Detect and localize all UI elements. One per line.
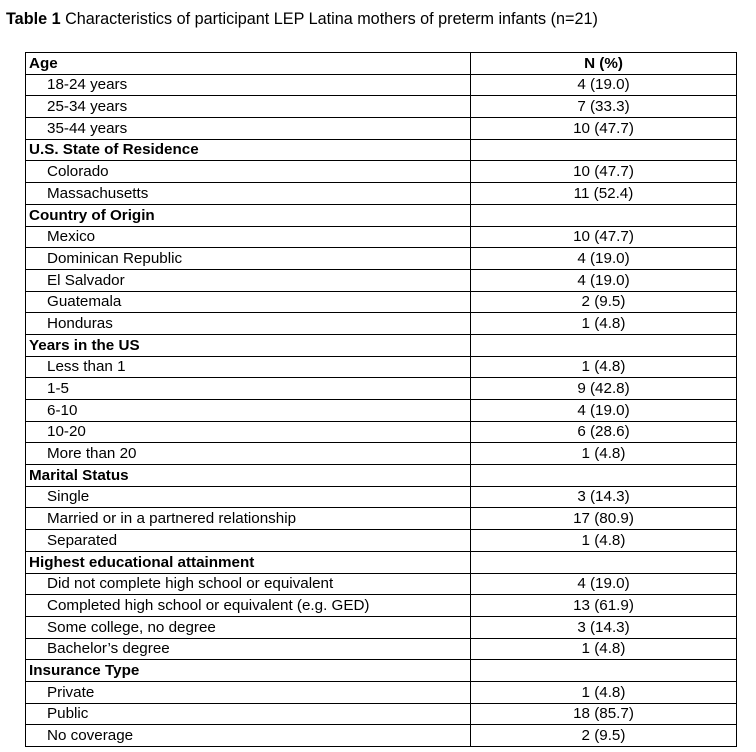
row-value <box>471 334 737 356</box>
row-value: 4 (19.0) <box>471 74 737 96</box>
row-value <box>471 660 737 682</box>
table-row <box>26 400 737 422</box>
row-value: 1 (4.8) <box>471 530 737 552</box>
table-row <box>26 334 737 356</box>
table-row <box>26 139 737 161</box>
row-label: Married or in a partnered relationship <box>26 508 471 530</box>
table-row <box>26 378 737 400</box>
table-row <box>26 465 737 487</box>
table-row <box>26 204 737 226</box>
table-row <box>26 356 737 378</box>
row-label: 10-20 <box>26 421 471 443</box>
row-value <box>471 204 737 226</box>
table-caption <box>6 10 598 29</box>
column-header: N (%) <box>471 53 737 75</box>
section-header: Highest educational attainment <box>26 551 471 573</box>
row-label: Dominican Republic <box>26 248 471 270</box>
table-row <box>26 421 737 443</box>
row-label: No coverage <box>26 725 471 747</box>
row-label: Less than 1 <box>26 356 471 378</box>
section-header: Country of Origin <box>26 204 471 226</box>
row-value: 17 (80.9) <box>471 508 737 530</box>
row-value: 9 (42.8) <box>471 378 737 400</box>
row-value: 10 (47.7) <box>471 118 737 140</box>
section-header: Marital Status <box>26 465 471 487</box>
table-number: Table 1 <box>6 10 61 28</box>
row-value: 1 (4.8) <box>471 313 737 335</box>
row-label: Massachusetts <box>26 183 471 205</box>
table-row <box>26 313 737 335</box>
row-value: 18 (85.7) <box>471 703 737 725</box>
row-value: 10 (47.7) <box>471 161 737 183</box>
table-row <box>26 53 737 75</box>
row-value: 10 (47.7) <box>471 226 737 248</box>
row-label: 25-34 years <box>26 96 471 118</box>
row-label: Public <box>26 703 471 725</box>
section-header: Insurance Type <box>26 660 471 682</box>
row-value: 13 (61.9) <box>471 595 737 617</box>
table-row <box>26 638 737 660</box>
table-row <box>26 486 737 508</box>
row-label: 6-10 <box>26 400 471 422</box>
row-label: 18-24 years <box>26 74 471 96</box>
row-value: 4 (19.0) <box>471 248 737 270</box>
row-label: Mexico <box>26 226 471 248</box>
row-value: 7 (33.3) <box>471 96 737 118</box>
row-label: Bachelor’s degree <box>26 638 471 660</box>
table-row <box>26 96 737 118</box>
table-row <box>26 508 737 530</box>
table-row <box>26 595 737 617</box>
row-label: Single <box>26 486 471 508</box>
row-value: 4 (19.0) <box>471 400 737 422</box>
table-row <box>26 616 737 638</box>
row-label: Private <box>26 681 471 703</box>
table-row <box>26 530 737 552</box>
row-label: Colorado <box>26 161 471 183</box>
table-row <box>26 183 737 205</box>
table-row <box>26 118 737 140</box>
row-value: 1 (4.8) <box>471 443 737 465</box>
row-value: 1 (4.8) <box>471 356 737 378</box>
row-value: 3 (14.3) <box>471 616 737 638</box>
section-header: U.S. State of Residence <box>26 139 471 161</box>
table-row <box>26 660 737 682</box>
row-label: 1-5 <box>26 378 471 400</box>
row-value <box>471 465 737 487</box>
row-value: 2 (9.5) <box>471 725 737 747</box>
row-label: Did not complete high school or equivalent <box>26 573 471 595</box>
table-row <box>26 703 737 725</box>
row-value: 11 (52.4) <box>471 183 737 205</box>
row-value <box>471 551 737 573</box>
row-label: 35-44 years <box>26 118 471 140</box>
row-label: Honduras <box>26 313 471 335</box>
row-value: 2 (9.5) <box>471 291 737 313</box>
table-row <box>26 681 737 703</box>
row-value: 3 (14.3) <box>471 486 737 508</box>
table-title: Characteristics of participant LEP Latina mothers of preterm infants (n=21) <box>60 10 598 28</box>
table-row <box>26 248 737 270</box>
table-row <box>26 725 737 747</box>
table-row <box>26 443 737 465</box>
row-label: Some college, no degree <box>26 616 471 638</box>
row-value: 6 (28.6) <box>471 421 737 443</box>
row-value <box>471 139 737 161</box>
section-header: Years in the US <box>26 334 471 356</box>
table-row <box>26 269 737 291</box>
characteristics-table <box>25 52 737 747</box>
row-value: 1 (4.8) <box>471 681 737 703</box>
table-row <box>26 226 737 248</box>
row-label: Separated <box>26 530 471 552</box>
table-row <box>26 291 737 313</box>
section-header: Age <box>26 53 471 75</box>
row-label: El Salvador <box>26 269 471 291</box>
table-row <box>26 551 737 573</box>
row-value: 1 (4.8) <box>471 638 737 660</box>
row-label: Completed high school or equivalent (e.g. GED) <box>26 595 471 617</box>
table-row <box>26 573 737 595</box>
table-row <box>26 74 737 96</box>
table-body <box>26 53 737 747</box>
table-row <box>26 161 737 183</box>
row-label: Guatemala <box>26 291 471 313</box>
row-value: 4 (19.0) <box>471 573 737 595</box>
row-value: 4 (19.0) <box>471 269 737 291</box>
row-label: More than 20 <box>26 443 471 465</box>
